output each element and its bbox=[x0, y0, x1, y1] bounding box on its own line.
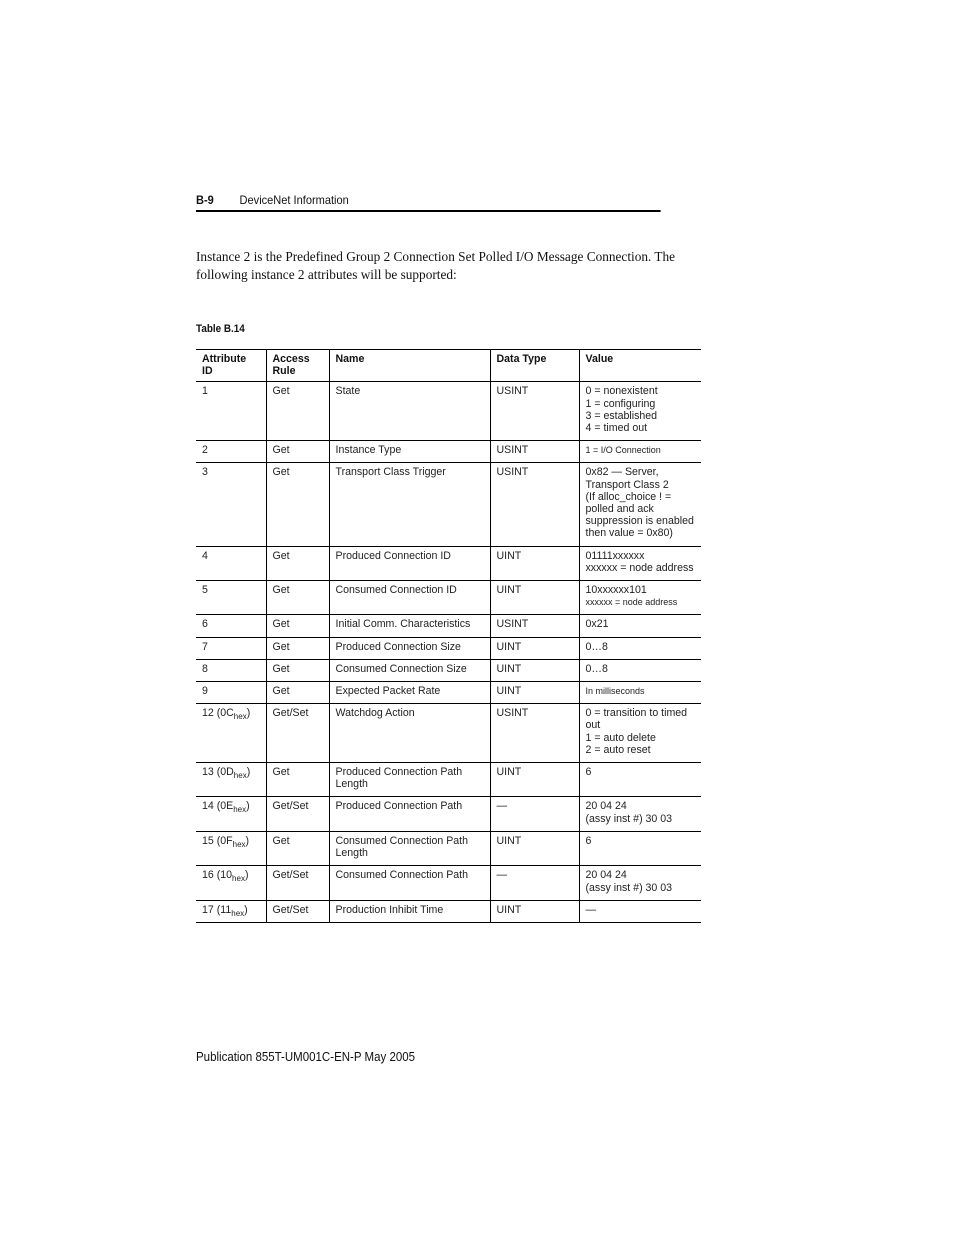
attributes-table bbox=[196, 349, 701, 923]
value-cell-text: 1 = auto delete bbox=[585, 731, 656, 744]
attribute-id-cell bbox=[196, 441, 266, 463]
attribute-id-cell bbox=[196, 682, 266, 704]
column-header bbox=[329, 350, 490, 382]
attribute-id: 3 bbox=[202, 466, 208, 479]
data-type-cell bbox=[490, 382, 579, 441]
access-rule-cell-text: Get/Set bbox=[272, 800, 309, 813]
access-rule-cell-text: Get bbox=[272, 385, 290, 398]
access-rule-cell bbox=[266, 900, 329, 922]
data-type-cell bbox=[490, 900, 579, 922]
data-type-cell bbox=[490, 831, 579, 865]
attribute-id-cell bbox=[196, 900, 266, 922]
hex-subscript: hex bbox=[232, 874, 245, 884]
table-row bbox=[196, 900, 701, 922]
name-cell-text: Instance Type bbox=[335, 444, 402, 457]
table-row bbox=[196, 382, 701, 441]
attribute-id-cell bbox=[196, 831, 266, 865]
data-type-cell-text: UINT bbox=[496, 584, 522, 597]
data-type-cell-text: UINT bbox=[496, 640, 522, 653]
attribute-id: 5 bbox=[202, 584, 208, 597]
name-cell-text: Length bbox=[335, 847, 368, 860]
name-cell bbox=[329, 659, 490, 681]
value-cell bbox=[579, 382, 701, 441]
data-type-cell bbox=[490, 463, 579, 546]
access-rule-cell bbox=[266, 866, 329, 900]
name-cell bbox=[329, 797, 490, 831]
column-header-text: Rule bbox=[272, 365, 296, 378]
table-row bbox=[196, 441, 701, 463]
table-header-row bbox=[196, 350, 701, 382]
table-row bbox=[196, 637, 701, 659]
hex-subscript: hex bbox=[231, 908, 245, 918]
access-rule-cell bbox=[266, 797, 329, 831]
access-rule-cell bbox=[266, 704, 329, 763]
attribute-id: 17 $(11_{hex})$ bbox=[202, 903, 248, 918]
attribute-id: 4 bbox=[202, 549, 208, 562]
value-cell bbox=[579, 866, 701, 900]
column-header-text: Name bbox=[335, 353, 365, 365]
section-title: DeviceNet Information bbox=[239, 193, 349, 207]
value-cell-text: 0 = nonexistent bbox=[585, 385, 658, 398]
data-type-cell-text: UINT bbox=[496, 685, 522, 698]
attribute-id-cell bbox=[196, 382, 266, 441]
access-rule-cell bbox=[266, 463, 329, 546]
name-cell-text: Consumed Connection Path bbox=[335, 869, 469, 882]
value-cell bbox=[579, 581, 701, 615]
data-type-cell bbox=[490, 441, 579, 463]
value-cell-text: suppression is enabled bbox=[585, 515, 694, 528]
value-cell bbox=[579, 659, 701, 681]
access-rule-cell bbox=[266, 546, 329, 580]
column-header-text: Value bbox=[585, 353, 614, 365]
data-type-cell-text: — bbox=[496, 869, 508, 882]
access-rule-cell bbox=[266, 831, 329, 865]
data-type-cell-text: USINT bbox=[496, 618, 529, 631]
attribute-id: 12 $(0C_{hex})$ bbox=[202, 707, 251, 722]
table-row bbox=[196, 659, 701, 681]
name-cell-text: Consumed Connection Size bbox=[335, 662, 467, 675]
name-cell bbox=[329, 900, 490, 922]
value-cell-text: 0 = transition to timed bbox=[585, 707, 688, 720]
access-rule-cell bbox=[266, 659, 329, 681]
name-cell-text: Expected Packet Rate bbox=[335, 685, 441, 698]
value-cell-text: 6 bbox=[585, 834, 592, 847]
name-cell-text: Transport Class Trigger bbox=[335, 466, 446, 479]
attribute-id: 8 bbox=[202, 662, 208, 675]
column-header-text: Access bbox=[272, 353, 310, 365]
name-cell bbox=[329, 682, 490, 704]
value-cell-text: 01111xxxxxx bbox=[585, 549, 645, 562]
data-type-cell-text: USINT bbox=[496, 444, 529, 457]
value-cell-text: 0x82 — Server, bbox=[585, 466, 659, 479]
value-cell-text: 6 bbox=[585, 766, 592, 779]
value-cell-text: In milliseconds bbox=[585, 686, 645, 697]
name-cell-text: Watchdog Action bbox=[335, 707, 415, 720]
value-cell-text: 1 = configuring bbox=[585, 397, 656, 410]
attribute-id: 16 $(10_{hex})$ bbox=[202, 869, 249, 884]
data-type-cell-text: UINT bbox=[496, 903, 522, 916]
name-cell-text: State bbox=[335, 385, 361, 398]
hex-subscript: hex bbox=[233, 771, 247, 781]
table-row bbox=[196, 763, 701, 797]
attribute-id-cell bbox=[196, 581, 266, 615]
value-cell bbox=[579, 637, 701, 659]
name-cell-text: Produced Connection Path bbox=[335, 766, 463, 779]
access-rule-cell-text: Get bbox=[272, 444, 290, 457]
column-header-text: Data Type bbox=[496, 353, 547, 365]
value-cell-text: Transport Class 2 bbox=[585, 478, 669, 491]
name-cell bbox=[329, 463, 490, 546]
access-rule-cell-text: Get bbox=[272, 834, 290, 847]
hex-subscript: hex bbox=[232, 839, 246, 849]
data-type-cell bbox=[490, 797, 579, 831]
data-type-cell-text: UINT bbox=[496, 766, 522, 779]
attribute-id-cell bbox=[196, 615, 266, 637]
access-rule-cell bbox=[266, 763, 329, 797]
value-cell-text: 1 = I/O Connection bbox=[585, 445, 661, 456]
value-cell bbox=[579, 704, 701, 763]
column-header bbox=[490, 350, 579, 382]
name-cell bbox=[329, 704, 490, 763]
value-cell-text: then value = 0x80) bbox=[585, 527, 673, 540]
table-body bbox=[196, 382, 701, 923]
value-cell bbox=[579, 763, 701, 797]
attribute-id: 13 $(0D_{hex})$ bbox=[202, 766, 251, 781]
table-row bbox=[196, 704, 701, 763]
value-cell bbox=[579, 831, 701, 865]
value-cell-text: 4 = timed out bbox=[585, 422, 648, 435]
attribute-id-cell bbox=[196, 704, 266, 763]
value-cell bbox=[579, 615, 701, 637]
table-row bbox=[196, 546, 701, 580]
name-cell-text: Produced Connection Path bbox=[335, 800, 463, 813]
access-rule-cell-text: Get/Set bbox=[272, 707, 309, 720]
data-type-cell-text: USINT bbox=[496, 466, 529, 479]
value-cell-text: 0…8 bbox=[585, 662, 608, 675]
attribute-id: 2 bbox=[202, 444, 208, 457]
name-cell bbox=[329, 546, 490, 580]
hex-subscript: hex bbox=[233, 712, 247, 722]
data-type-cell bbox=[490, 637, 579, 659]
value-cell-text: 3 = established bbox=[585, 409, 658, 422]
value-cell-text: (If alloc_choice ! = bbox=[585, 490, 672, 503]
table-row bbox=[196, 831, 701, 865]
value-cell-text: out bbox=[585, 719, 601, 732]
attribute-id-cell bbox=[196, 546, 266, 580]
name-cell bbox=[329, 581, 490, 615]
access-rule-cell-text: Get bbox=[272, 584, 290, 597]
data-type-cell bbox=[490, 682, 579, 704]
attribute-id-cell bbox=[196, 763, 266, 797]
value-cell-text: 0x21 bbox=[585, 618, 609, 631]
name-cell bbox=[329, 382, 490, 441]
table-row bbox=[196, 615, 701, 637]
attribute-id: 9 bbox=[202, 685, 208, 698]
access-rule-cell-text: Get/Set bbox=[272, 903, 309, 916]
attribute-id: 7 bbox=[202, 640, 208, 653]
running-header bbox=[196, 193, 661, 212]
attribute-id-cell bbox=[196, 659, 266, 681]
table-row bbox=[196, 866, 701, 900]
name-cell-text: Consumed Connection Path bbox=[335, 834, 469, 847]
attribute-id-cell bbox=[196, 463, 266, 546]
access-rule-cell bbox=[266, 581, 329, 615]
column-header bbox=[579, 350, 701, 382]
name-cell-text: Initial Comm. Characteristics bbox=[335, 618, 471, 631]
data-type-cell bbox=[490, 546, 579, 580]
attribute-id-cell bbox=[196, 797, 266, 831]
access-rule-cell-text: Get bbox=[272, 640, 290, 653]
data-type-cell bbox=[490, 763, 579, 797]
value-cell-text: 20 04 24 bbox=[585, 869, 627, 882]
access-rule-cell-text: Get bbox=[272, 549, 290, 562]
data-type-cell bbox=[490, 866, 579, 900]
name-cell-text: Consumed Connection ID bbox=[335, 584, 457, 597]
value-cell-text: xxxxxx = node address bbox=[585, 561, 694, 574]
access-rule-cell-text: Get bbox=[272, 662, 290, 675]
access-rule-cell bbox=[266, 682, 329, 704]
value-cell-text: 0…8 bbox=[585, 640, 608, 653]
data-type-cell-text: UINT bbox=[496, 549, 522, 562]
access-rule-cell bbox=[266, 441, 329, 463]
name-cell bbox=[329, 441, 490, 463]
value-cell-text: 20 04 24 bbox=[585, 800, 627, 813]
access-rule-cell-text: Get/Set bbox=[272, 869, 309, 882]
value-cell-text: (assy inst #) 30 03 bbox=[585, 812, 673, 825]
publication-footer: Publication 855T-UM001C-EN-P May 2005 bbox=[196, 1050, 416, 1064]
column-header-text: ID bbox=[202, 365, 213, 378]
attribute-id: 1 bbox=[202, 385, 208, 398]
value-cell bbox=[579, 797, 701, 831]
data-type-cell-text: USINT bbox=[496, 707, 529, 720]
name-cell bbox=[329, 763, 490, 797]
value-cell-text: 10xxxxxx101 bbox=[585, 584, 647, 597]
data-type-cell bbox=[490, 615, 579, 637]
data-type-cell bbox=[490, 704, 579, 763]
attribute-id: 14 $(0E_{hex})$ bbox=[202, 800, 250, 815]
access-rule-cell bbox=[266, 615, 329, 637]
name-cell bbox=[329, 866, 490, 900]
column-header-text: Attribute bbox=[202, 353, 247, 365]
value-cell-text: (assy inst #) 30 03 bbox=[585, 881, 673, 894]
data-type-cell-text: USINT bbox=[496, 385, 529, 398]
hex-subscript: hex bbox=[233, 805, 247, 815]
table-row bbox=[196, 581, 701, 615]
access-rule-cell bbox=[266, 637, 329, 659]
name-cell bbox=[329, 615, 490, 637]
access-rule-cell-text: Get bbox=[272, 618, 290, 631]
value-cell bbox=[579, 441, 701, 463]
access-rule-cell-text: Get bbox=[272, 685, 290, 698]
table-caption: Table B.14 bbox=[196, 323, 245, 335]
value-cell-text: polled and ack bbox=[585, 503, 654, 516]
name-cell-text: Production Inhibit Time bbox=[335, 903, 444, 916]
attribute-id-cell bbox=[196, 866, 266, 900]
intro-paragraph: Instance 2 is the Predefined Group 2 Connection Set Polled I/O Message Connection. The following instance 2 attributes will be supported: bbox=[196, 249, 676, 282]
name-cell bbox=[329, 831, 490, 865]
table-row bbox=[196, 797, 701, 831]
name-cell bbox=[329, 637, 490, 659]
column-header bbox=[196, 350, 266, 382]
data-type-cell-text: — bbox=[496, 800, 508, 813]
name-cell-text: Produced Connection ID bbox=[335, 549, 451, 562]
value-cell-text: — bbox=[585, 903, 597, 916]
access-rule-cell-text: Get bbox=[272, 466, 290, 479]
attribute-id: 15 $(0F_{hex})$ bbox=[202, 834, 250, 849]
name-cell-text: Length bbox=[335, 778, 368, 791]
name-cell-text: Produced Connection Size bbox=[335, 640, 461, 653]
value-cell bbox=[579, 463, 701, 546]
value-cell bbox=[579, 900, 701, 922]
data-type-cell bbox=[490, 659, 579, 681]
attribute-id-cell bbox=[196, 637, 266, 659]
value-cell bbox=[579, 682, 701, 704]
page-number: B-9 bbox=[196, 193, 214, 207]
access-rule-cell-text: Get bbox=[272, 766, 290, 779]
access-rule-cell bbox=[266, 382, 329, 441]
value-cell-text: 2 = auto reset bbox=[585, 743, 651, 756]
column-header bbox=[266, 350, 329, 382]
table-row bbox=[196, 682, 701, 704]
attribute-id: 6 bbox=[202, 618, 208, 631]
value-cell bbox=[579, 546, 701, 580]
table-row bbox=[196, 463, 701, 546]
data-type-cell-text: UINT bbox=[496, 662, 522, 675]
data-type-cell-text: UINT bbox=[496, 834, 522, 847]
value-cell-text: xxxxxx = node address bbox=[585, 597, 678, 608]
data-type-cell bbox=[490, 581, 579, 615]
